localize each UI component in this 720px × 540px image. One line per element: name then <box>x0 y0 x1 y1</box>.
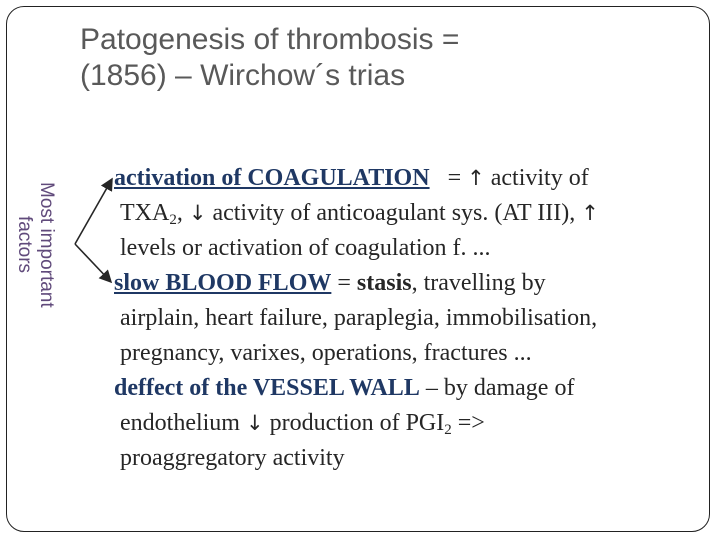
item-vessel-wall-head-b: VESSEL WALL <box>252 375 420 401</box>
item-blood-flow-line-2: airplain, heart failure, paraplegia, immobilisation, <box>120 305 598 331</box>
equals-text: = <box>331 270 357 296</box>
item-coagulation-head: activation of COAGULATION <box>114 165 430 191</box>
item-blood-flow-line-3: pregnancy, varixes, operations, fractures ... <box>120 340 532 366</box>
item-coagulation-line-2 <box>114 196 694 231</box>
down-arrow-icon: ↓ <box>245 411 264 435</box>
slide-title-line-1: Patogenesis of thrombosis = <box>80 23 460 56</box>
damage-text: – by damage of <box>419 375 575 401</box>
slide-title-line-2: (1856) – Wirchow´s trias <box>80 59 406 92</box>
item-coagulation-line-1 <box>114 161 694 196</box>
stasis-text: stasis <box>356 270 412 296</box>
arrow-to-coagulation <box>75 179 112 244</box>
txa-subscript: 2 <box>169 212 177 228</box>
up-arrow-icon: ↑ <box>467 166 485 190</box>
down-arrow-icon: ↓ <box>188 201 207 225</box>
equals-text: = <box>447 165 468 191</box>
item-blood-flow-line-1 <box>114 266 694 301</box>
endothelium-text: endothelium <box>120 410 246 436</box>
item-vessel-wall-line-2 <box>114 406 694 441</box>
item-blood-flow-head: slow BLOOD FLOW <box>114 270 332 296</box>
txa-text: TXA <box>120 200 170 226</box>
side-label-line-1: Most important <box>36 182 57 308</box>
factors-list <box>114 161 694 476</box>
up-arrow-icon: ↑ <box>581 201 599 225</box>
implies-text: => <box>451 410 485 436</box>
item-vessel-wall-head-a: deffect of the <box>114 375 253 401</box>
item-vessel-wall-line-1 <box>114 371 694 406</box>
pgi-text: production of PGI <box>263 410 445 436</box>
arrow-to-blood-flow <box>75 244 111 282</box>
comma-text: , <box>176 200 189 226</box>
activity-text: activity of <box>484 165 589 191</box>
anticoagulant-text: activity of anticoagulant sys. (AT III), <box>206 200 582 226</box>
pgi-subscript: 2 <box>444 422 452 438</box>
travelling-text: , travelling by <box>411 270 546 296</box>
item-vessel-wall-line-3: proaggregatory activity <box>120 445 345 471</box>
item-coagulation-line-3: levels or activation of coagulation f. ... <box>120 235 491 261</box>
side-label-line-2: factors <box>14 216 35 274</box>
